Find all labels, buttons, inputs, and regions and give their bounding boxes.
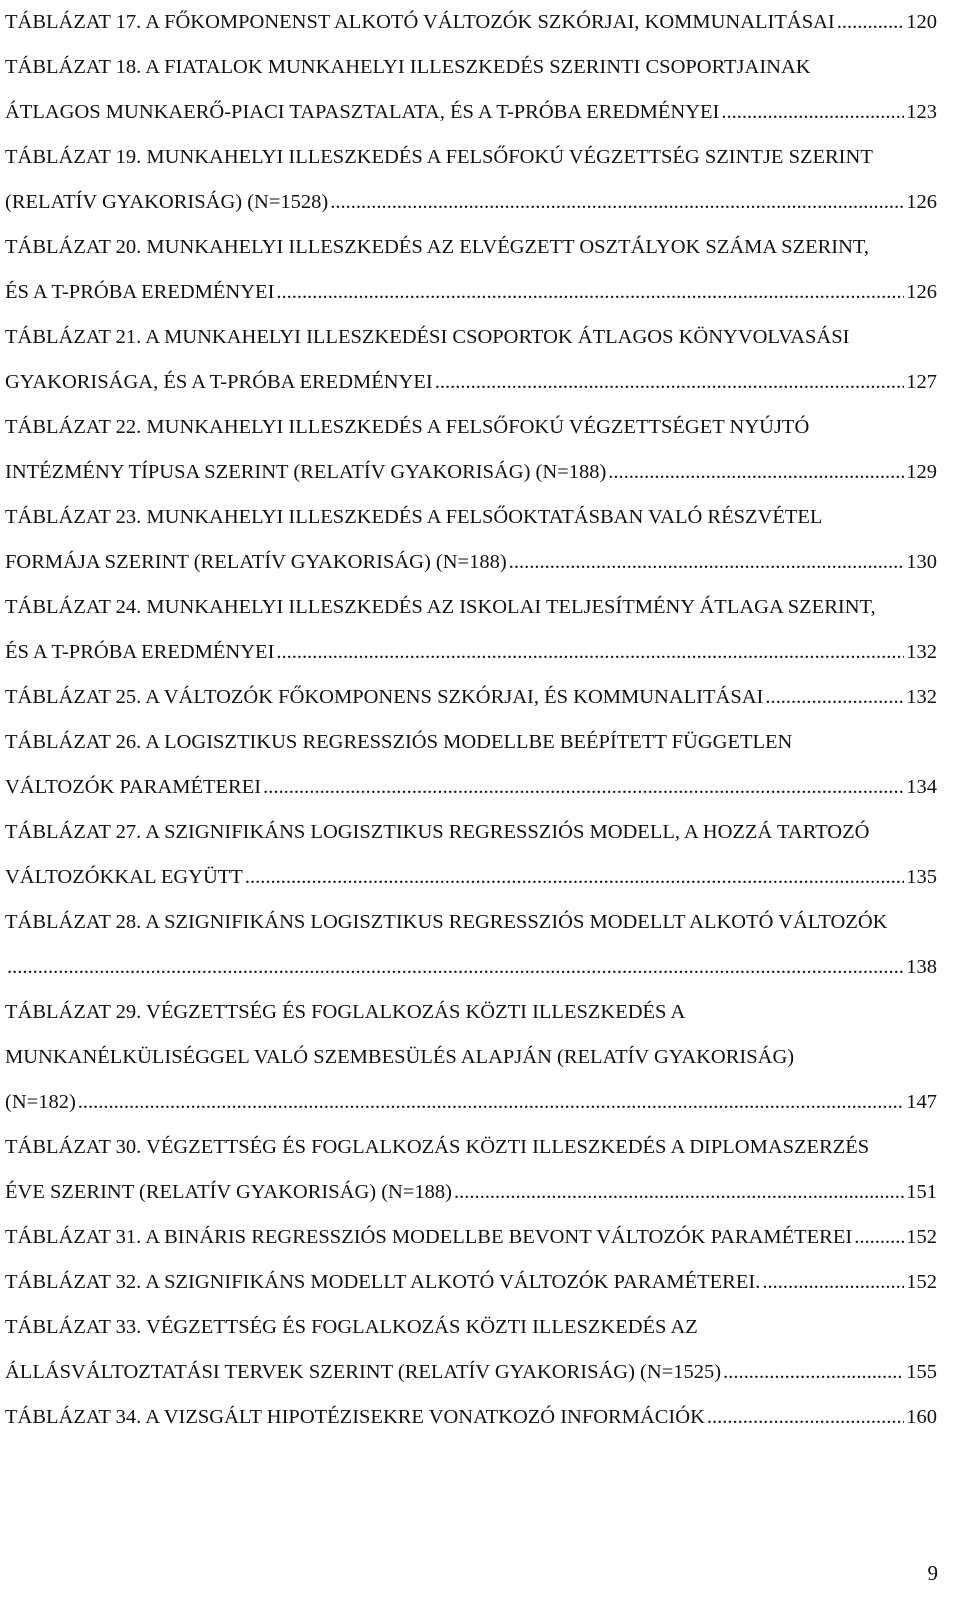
toc-entry-t31[interactable] <box>5 1215 937 1260</box>
toc-entry-title: GYAKORISÁGA, ÉS A T-PRÓBA EREDMÉNYEI <box>5 371 433 393</box>
toc-page-number: 127 <box>906 371 937 393</box>
toc-entry-line <box>5 0 937 45</box>
toc-entry-line <box>5 990 937 1035</box>
toc-entry-title: TÁBLÁZAT 34. A VIZSGÁLT HIPOTÉZISEKRE VONATKOZÓ INFORMÁCIÓK <box>5 1406 705 1428</box>
toc-entry-title: TÁBLÁZAT 33. VÉGZETTSÉG ÉS FOGLALKOZÁS KÖZTI ILLESZKEDÉS AZ <box>5 1316 698 1338</box>
toc-entry-title: TÁBLÁZAT 28. A SZIGNIFIKÁNS LOGISZTIKUS REGRESSZIÓS MODELLT ALKOTÓ VÁLTOZÓK <box>5 911 888 933</box>
dot-leader <box>276 630 904 675</box>
toc-page-number: 129 <box>906 461 937 483</box>
toc-entry-t21[interactable] <box>5 315 937 405</box>
toc-entry-line <box>5 1395 937 1440</box>
toc-entry-title: VÁLTOZÓK PARAMÉTEREI <box>5 776 262 798</box>
toc-entry-t33[interactable] <box>5 1305 937 1395</box>
toc-entry-line <box>5 1035 937 1080</box>
dot-leader <box>854 1215 904 1260</box>
toc-page-number: 123 <box>906 101 937 123</box>
toc-entry-t19[interactable] <box>5 135 937 225</box>
toc-entry-t20[interactable] <box>5 225 937 315</box>
toc-entry-t25[interactable] <box>5 675 937 720</box>
toc-entry-t34[interactable] <box>5 1395 937 1440</box>
page-number: 9 <box>927 1561 938 1585</box>
toc-entry-title: TÁBLÁZAT 24. MUNKAHELYI ILLESZKEDÉS AZ ISKOLAI TELJESÍTMÉNY ÁTLAGA SZERINT, <box>5 596 876 618</box>
dot-leader <box>723 1350 904 1395</box>
toc-entry-t28[interactable] <box>5 900 937 990</box>
list-of-tables <box>5 0 937 1440</box>
toc-entry-line <box>5 540 937 585</box>
toc-entry-line <box>5 675 937 720</box>
toc-entry-title: TÁBLÁZAT 21. A MUNKAHELYI ILLESZKEDÉSI CSOPORTOK ÁTLAGOS KÖNYVOLVASÁSI <box>5 326 850 348</box>
toc-entry-title: TÁBLÁZAT 22. MUNKAHELYI ILLESZKEDÉS A FELSŐFOKÚ VÉGZETTSÉGET NYÚJTÓ <box>5 416 810 438</box>
dot-leader <box>707 1395 904 1440</box>
toc-page-number: 147 <box>906 1091 937 1113</box>
toc-entry-t17[interactable] <box>5 0 937 45</box>
toc-entry-line <box>5 630 937 675</box>
toc-entry-title: MUNKANÉLKÜLISÉGGEL VALÓ SZEMBESÜLÉS ALAPJÁN (RELATÍV GYAKORISÁG) <box>5 1046 795 1068</box>
toc-entry-title: VÁLTOZÓKKAL EGYÜTT <box>5 866 243 888</box>
dot-leader <box>435 360 905 405</box>
toc-entry-title: ÁTLAGOS MUNKAERŐ-PIACI TAPASZTALATA, ÉS A T-PRÓBA EREDMÉNYEI <box>5 101 720 123</box>
toc-page-number: 135 <box>906 866 937 888</box>
toc-page-number: 126 <box>906 191 937 213</box>
toc-entry-title: TÁBLÁZAT 30. VÉGZETTSÉG ÉS FOGLALKOZÁS KÖZTI ILLESZKEDÉS A DIPLOMASZERZÉS <box>5 1136 870 1158</box>
toc-entry-title: ÁLLÁSVÁLTOZTATÁSI TERVEK SZERINT (RELATÍV GYAKORISÁG) (N=1525) <box>5 1361 722 1383</box>
toc-entry-line <box>5 1215 937 1260</box>
toc-entry-line <box>5 765 937 810</box>
toc-entry-title: (RELATÍV GYAKORISÁG) (N=1528) <box>5 191 329 213</box>
toc-entry-title: ÉS A T-PRÓBA EREDMÉNYEI <box>5 641 275 663</box>
toc-entry-line <box>5 180 937 225</box>
toc-entry-title: (N=182) <box>5 1091 76 1113</box>
toc-entry-title: TÁBLÁZAT 32. A SZIGNIFIKÁNS MODELLT ALKOTÓ VÁLTOZÓK PARAMÉTEREI. <box>5 1271 761 1293</box>
toc-entry-line <box>5 135 937 180</box>
toc-entry-t22[interactable] <box>5 405 937 495</box>
dot-leader <box>721 90 904 135</box>
toc-entry-title: ÉVE SZERINT (RELATÍV GYAKORISÁG) (N=188) <box>5 1181 452 1203</box>
toc-page-number: 152 <box>906 1226 937 1248</box>
toc-entry-title: TÁBLÁZAT 17. A FŐKOMPONENST ALKOTÓ VÁLTOZÓK SZKÓRJAI, KOMMUNALITÁSAI <box>5 11 835 33</box>
toc-entry-title: TÁBLÁZAT 25. A VÁLTOZÓK FŐKOMPONENS SZKÓRJAI, ÉS KOMMUNALITÁSAI <box>5 686 764 708</box>
toc-entry-title: TÁBLÁZAT 27. A SZIGNIFIKÁNS LOGISZTIKUS REGRESSZIÓS MODELL, A HOZZÁ TARTOZÓ <box>5 821 870 843</box>
toc-entry-title: TÁBLÁZAT 20. MUNKAHELYI ILLESZKEDÉS AZ ELVÉGZETT OSZTÁLYOK SZÁMA SZERINT, <box>5 236 870 258</box>
toc-page-number: 138 <box>906 956 937 978</box>
toc-entry-title: TÁBLÁZAT 26. A LOGISZTIKUS REGRESSZIÓS MODELLBE BEÉPÍTETT FÜGGETLEN <box>5 731 793 753</box>
dot-leader <box>7 945 904 990</box>
toc-entry-t26[interactable] <box>5 720 937 810</box>
dot-leader <box>509 540 905 585</box>
toc-entry-t27[interactable] <box>5 810 937 900</box>
toc-page-number: 134 <box>906 776 937 798</box>
toc-entry-line <box>5 810 937 855</box>
dot-leader <box>276 270 904 315</box>
toc-page-number: 120 <box>906 11 937 33</box>
toc-entry-t32[interactable] <box>5 1260 937 1305</box>
toc-entry-line <box>5 360 937 405</box>
dot-leader <box>454 1170 904 1215</box>
toc-entry-line <box>5 1350 937 1395</box>
toc-entry-line <box>5 1125 937 1170</box>
toc-entry-title: TÁBLÁZAT 23. MUNKAHELYI ILLESZKEDÉS A FELSŐOKTATÁSBAN VALÓ RÉSZVÉTEL <box>5 506 823 528</box>
toc-entry-line <box>5 585 937 630</box>
dot-leader <box>78 1080 904 1125</box>
toc-entry-t29[interactable] <box>5 990 937 1125</box>
toc-entry-line <box>5 450 937 495</box>
toc-page-number: 126 <box>906 281 937 303</box>
toc-entry-t30[interactable] <box>5 1125 937 1215</box>
toc-entry-line <box>5 225 937 270</box>
toc-entry-title: INTÉZMÉNY TÍPUSA SZERINT (RELATÍV GYAKORISÁG) (N=188) <box>5 461 607 483</box>
toc-page-number: 152 <box>906 1271 937 1293</box>
toc-entry-line <box>5 855 937 900</box>
toc-entry-t18[interactable] <box>5 45 937 135</box>
toc-page-number: 130 <box>906 551 937 573</box>
toc-entry-line <box>5 720 937 765</box>
dot-leader <box>837 0 905 45</box>
toc-entry-line <box>5 315 937 360</box>
toc-entry-line <box>5 1260 937 1305</box>
toc-entry-title: TÁBLÁZAT 19. MUNKAHELYI ILLESZKEDÉS A FELSŐFOKÚ VÉGZETTSÉG SZINTJE SZERINT <box>5 146 873 168</box>
toc-entry-line <box>5 900 937 945</box>
toc-entry-line <box>5 1170 937 1215</box>
toc-page-number: 151 <box>906 1181 937 1203</box>
toc-entry-t24[interactable] <box>5 585 937 675</box>
dot-leader <box>330 180 904 225</box>
toc-page-number: 155 <box>906 1361 937 1383</box>
toc-entry-t23[interactable] <box>5 495 937 585</box>
toc-page-number: 132 <box>906 641 937 663</box>
toc-entry-title: FORMÁJA SZERINT (RELATÍV GYAKORISÁG) (N=188) <box>5 551 507 573</box>
toc-entry-line <box>5 1305 937 1350</box>
dot-leader <box>765 675 904 720</box>
toc-entry-title: TÁBLÁZAT 31. A BINÁRIS REGRESSZIÓS MODELLBE BEVONT VÁLTOZÓK PARAMÉTEREI <box>5 1226 853 1248</box>
toc-entry-line <box>5 90 937 135</box>
dot-leader <box>608 450 904 495</box>
toc-entry-line <box>5 405 937 450</box>
dot-leader <box>762 1260 904 1305</box>
dot-leader <box>245 855 904 900</box>
toc-entry-line <box>5 945 937 990</box>
toc-page-number: 160 <box>906 1406 937 1428</box>
toc-entry-line <box>5 495 937 540</box>
toc-page-number: 132 <box>906 686 937 708</box>
dot-leader <box>263 765 904 810</box>
toc-entry-title: ÉS A T-PRÓBA EREDMÉNYEI <box>5 281 275 303</box>
toc-entry-line <box>5 45 937 90</box>
toc-entry-title: TÁBLÁZAT 29. VÉGZETTSÉG ÉS FOGLALKOZÁS KÖZTI ILLESZKEDÉS A <box>5 1001 686 1023</box>
toc-entry-title: TÁBLÁZAT 18. A FIATALOK MUNKAHELYI ILLESZKEDÉS SZERINTI CSOPORTJAINAK <box>5 56 811 78</box>
toc-entry-line <box>5 1080 937 1125</box>
toc-entry-line <box>5 270 937 315</box>
